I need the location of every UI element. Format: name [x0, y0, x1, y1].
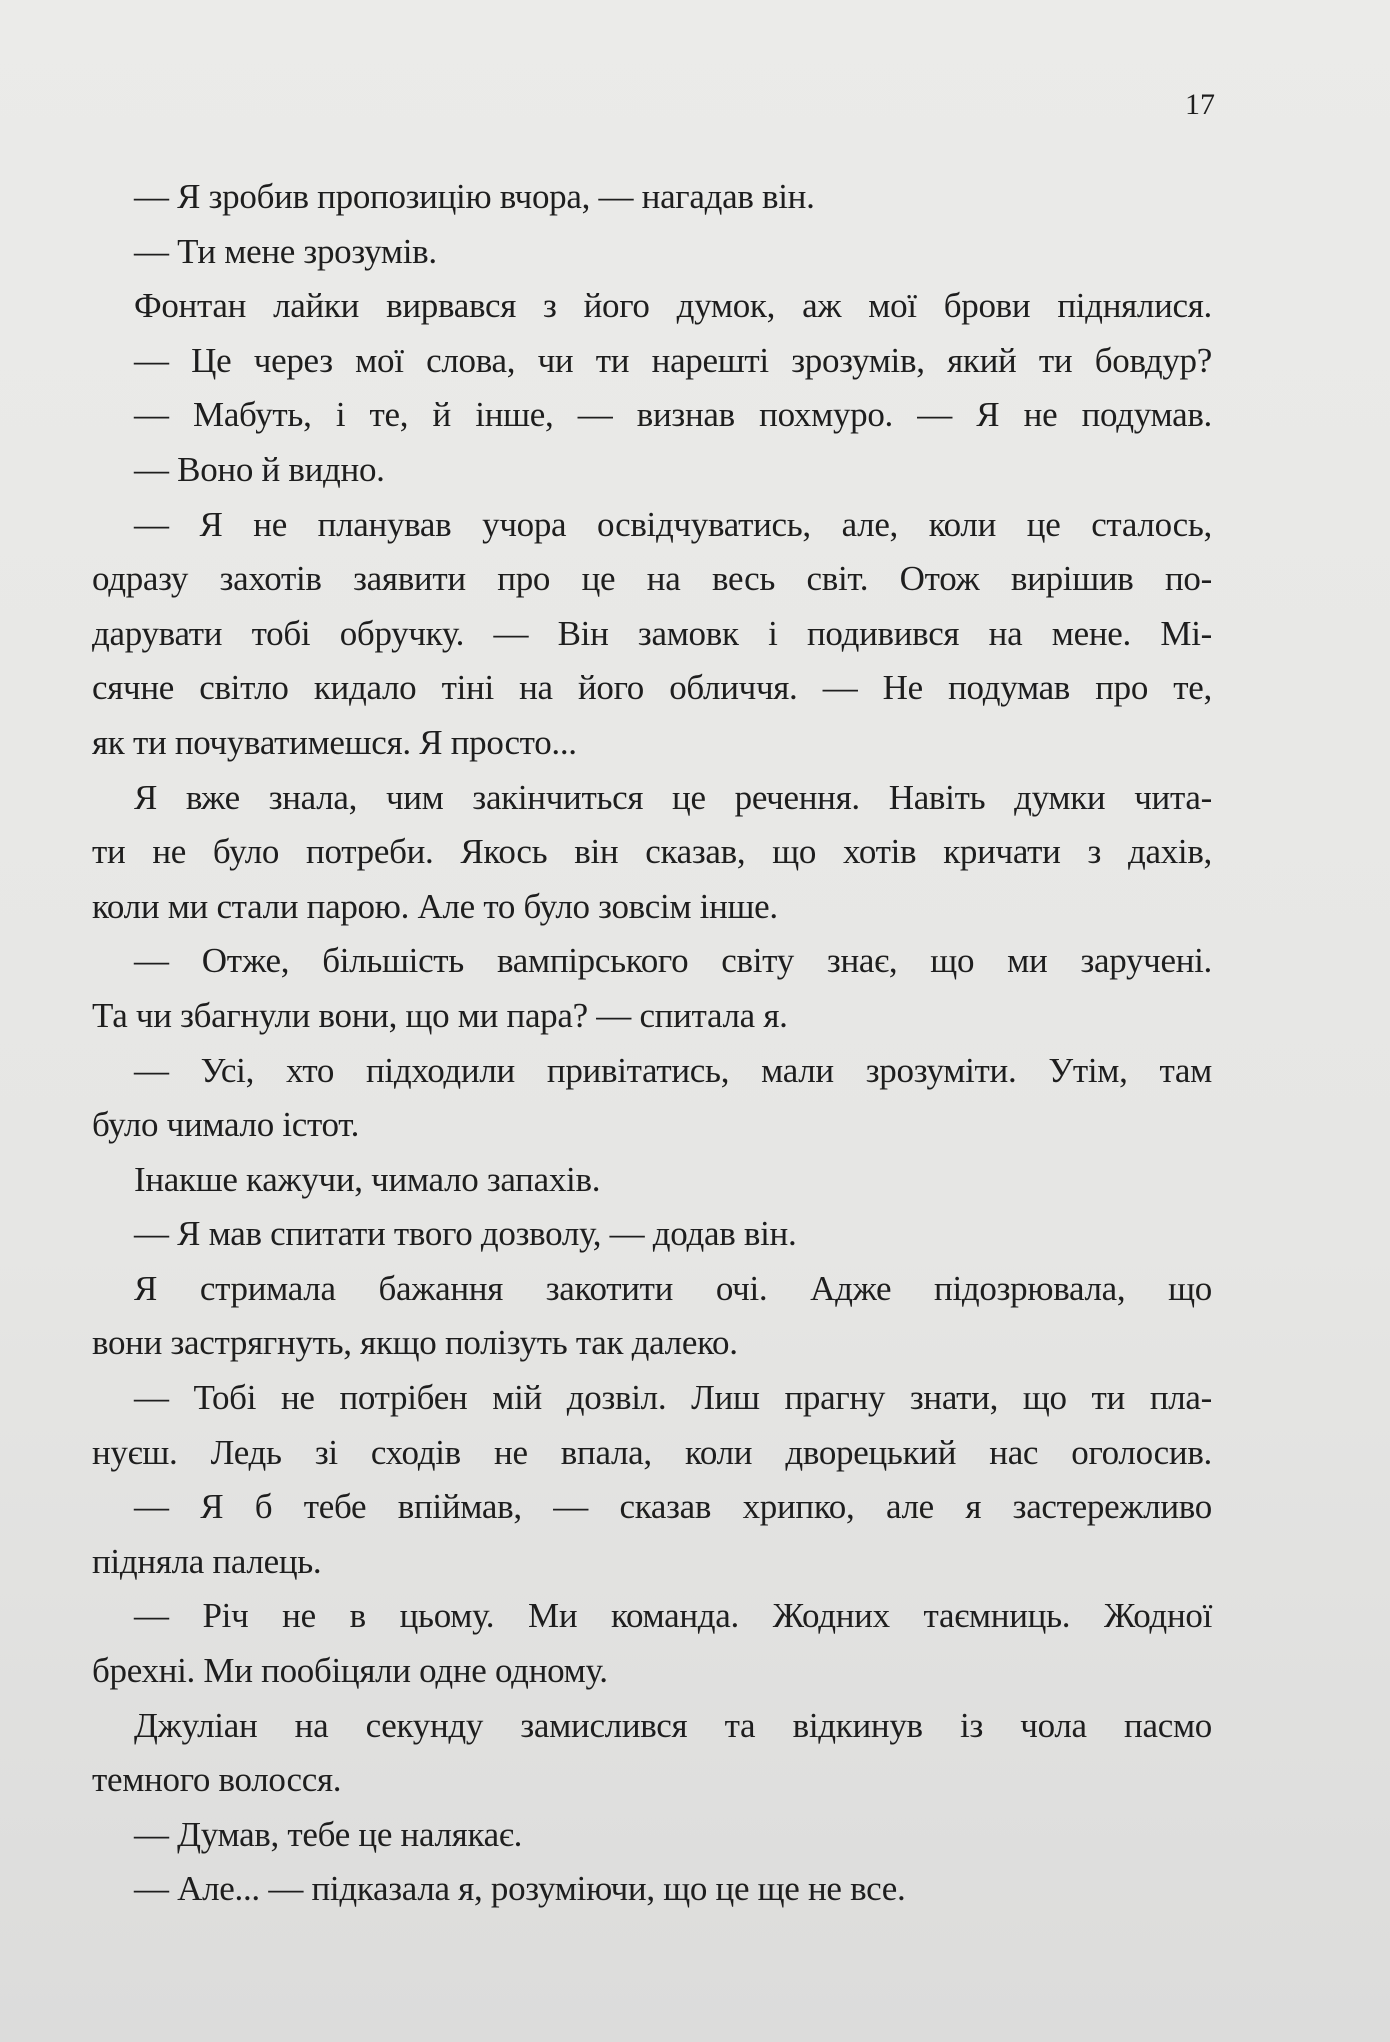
text-line: — Отже, більшість вампірського світу знає, що ми заручені. [134, 941, 1212, 981]
text-line: — Мабуть, і те, й інше, — визнав похмуро. — Я не подумав. [134, 395, 1212, 435]
text-line: Я вже знала, чим закінчиться це речення. Навіть думки чита- [134, 777, 1212, 817]
text-line: — Але... — підказала я, розуміючи, що це ще не все. [134, 1869, 906, 1909]
text-line: — Це через мої слова, чи ти нарешті зрозумів, який ти бовдур? [134, 340, 1212, 380]
text-line: Інакше кажучи, чимало запахів. [134, 1159, 601, 1199]
text-line: — Я б тебе впіймав, — сказав хрипко, але я застережливо [134, 1487, 1212, 1527]
text-line: — Я не планував учора освідчуватись, але, коли це сталось, [134, 504, 1212, 544]
text-line: як ти почуватимешся. Я просто... [92, 722, 577, 762]
text-line: — Воно й видно. [134, 449, 385, 489]
text-line: дарувати тобі обручку. — Він замовк і подивився на мене. Мі- [92, 613, 1212, 653]
text-line: — Тобі не потрібен мій дозвіл. Лиш прагну знати, що ти пла- [134, 1378, 1212, 1418]
text-line: — Усі, хто підходили привітатись, мали зрозуміти. Утім, там [134, 1050, 1212, 1090]
text-line: сячне світло кидало тіні на його обличчя. — Не подумав про те, [92, 668, 1212, 708]
body-text [92, 170, 1212, 1917]
text-line: — Я мав спитати твого дозволу, — додав він. [134, 1214, 797, 1254]
text-line: Фонтан лайки вирвався з його думок, аж мої брови піднялися. [134, 286, 1212, 326]
text-line: коли ми стали парою. Але то було зовсім інше. [92, 886, 778, 926]
text-line: одразу захотів заявити про це на весь світ. Отож вирішив по- [92, 559, 1212, 599]
text-line: підняла палець. [92, 1541, 322, 1581]
text-line: вони застрягнуть, якщо полізуть так далеко. [92, 1323, 738, 1363]
text-line: — Думав, тебе це налякає. [134, 1814, 523, 1854]
text-line: брехні. Ми пообіцяли одне одному. [92, 1651, 608, 1691]
text-line: — Річ не в цьому. Ми команда. Жодних таємниць. Жодної [134, 1596, 1212, 1636]
text-line: — Ти мене зрозумів. [134, 231, 437, 271]
text-line: Та чи збагнули вони, що ми пара? — спитала я. [92, 995, 788, 1035]
text-line: нуєш. Ледь зі сходів не впала, коли дворецький нас оголосив. [92, 1432, 1212, 1472]
text-line: — Я зробив пропозицію вчора, — нагадав він. [134, 177, 815, 216]
text-line: Я стримала бажання закотити очі. Адже підозрювала, що [134, 1268, 1212, 1308]
text-line: ти не було потреби. Якось він сказав, що хотів кричати з дахів, [92, 832, 1212, 872]
text-line: темного волосся. [92, 1760, 342, 1800]
page-number: 17 [1185, 88, 1215, 121]
text-line: було чимало істот. [92, 1105, 360, 1145]
text-line: Джуліан на секунду замислився та відкинув із чола пасмо [134, 1705, 1212, 1745]
